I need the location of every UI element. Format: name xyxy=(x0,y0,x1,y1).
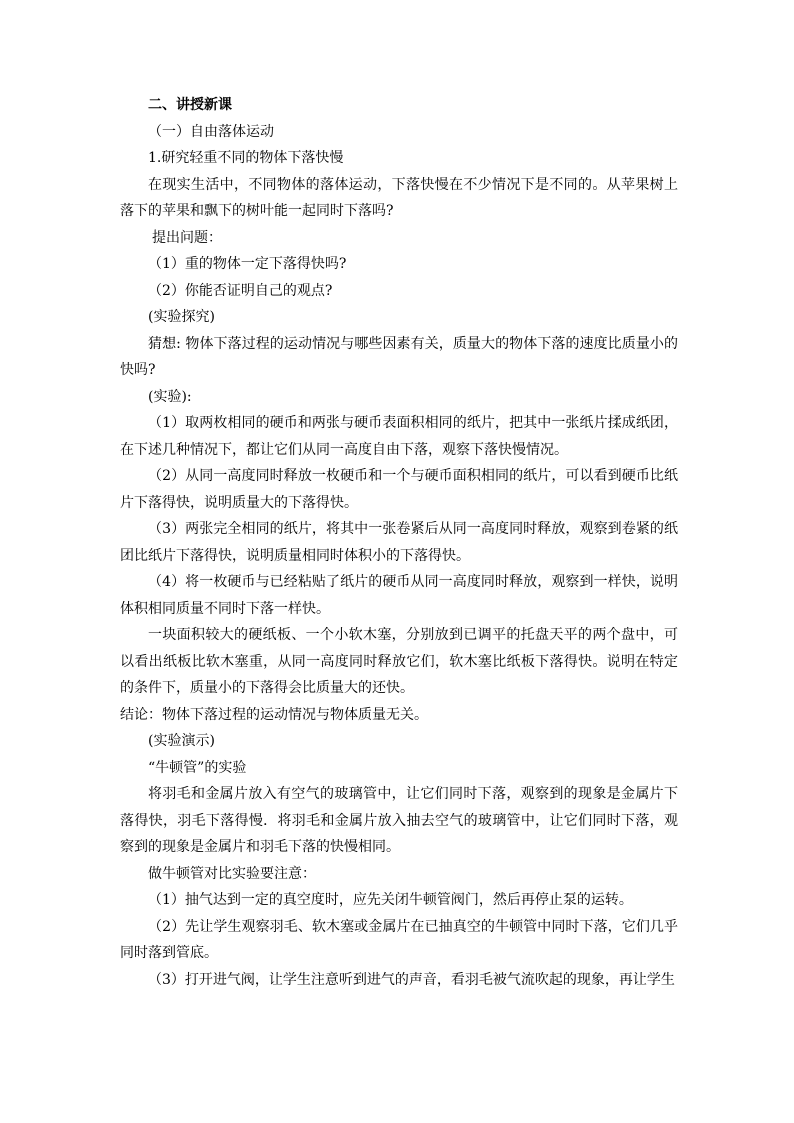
question-label: 提出问题： xyxy=(152,229,222,246)
topic-heading: 1.研究轻重不同的物体下落快慢 xyxy=(148,150,344,166)
section-heading: 二、讲授新课 xyxy=(148,97,232,113)
newton-tube-paragraph: 将羽毛和金属片放入有空气的玻璃管中，让它们同时下落，观察到的现象是金属片下落得快，羽毛下落得慢．将羽毛和金属片放入抽去空气的玻璃管中，让它们同时下落，观察到的现象是金属片和羽毛下落的快慢相同。 xyxy=(120,786,678,855)
experiment-item-1: （1）取两枚相同的硬币和两张与硬币表面积相同的纸片，把其中一张纸片揉成纸团，在下述几种情况下，都让它们从同一高度自由下落，观察下落快慢情况。 xyxy=(120,415,678,458)
conclusion-paragraph: 结论：物体下落过程的运动情况与物体质量无关。 xyxy=(120,706,428,723)
note-item-1: （1）抽气达到一定的真空度时，应先关闭牛顿管阀门，然后再停止泵的运转。 xyxy=(148,892,633,908)
note-item-3: （3）打开进气阀，让学生注意听到进气的声音，看羽毛被气流吹起的现象，再让学生 xyxy=(148,971,675,988)
experiment-item-3: （3）两张完全相同的纸片，将其中一张卷紧后从同一高度同时释放，观察到卷紧的纸团比纸片下落得快，说明质量相同时体积小的下落得快。 xyxy=(120,521,678,564)
hypothesis-paragraph: 猜想: 物体下落过程的运动情况与哪些因素有关，质量大的物体下落的速度比质量小的快吗? xyxy=(120,335,678,378)
demo-label: (实验演示) xyxy=(148,733,215,749)
explore-label: (实验探究) xyxy=(148,309,215,325)
intro-paragraph: 在现实生活中，不同物体的落体运动，下落快慢在不少情况下是不同的。从苹果树上落下的苹果和飘下的树叶能一起同时下落吗? xyxy=(120,176,678,219)
question-item-2: （2）你能否证明自己的观点? xyxy=(148,282,333,299)
experiment-label: (实验): xyxy=(148,388,192,405)
notes-label: 做牛顿管对比实验要注意： xyxy=(148,865,316,882)
newton-tube-title: “牛顿管”的实验 xyxy=(148,759,247,776)
document-body xyxy=(120,92,678,993)
question-item-1: （1）重的物体一定下落得快吗? xyxy=(148,256,347,272)
experiment-item-2: （2）从同一高度同时释放一枚硬币和一个与硬币面积相同的纸片，可以看到硬币比纸片下落得快，说明质量大的下落得快。 xyxy=(120,468,678,511)
note-item-2: （2）先让学生观察羽毛、软木塞或金属片在已抽真空的牛顿管中同时下落，它们几乎同时落到管底。 xyxy=(120,918,678,961)
experiment-item-4: （4）将一枚硬币与已经粘贴了纸片的硬币从同一高度同时释放，观察到一样快，说明体积相同质量不同时下落一样快。 xyxy=(120,574,678,617)
board-experiment-paragraph: 一块面积较大的硬纸板、一个小软木塞，分别放到已调平的托盘天平的两个盘中，可以看出纸板比软木塞重，从同一高度同时释放它们，软木塞比纸板下落得快。说明在特定的条件下，质量小的下落得会比质量大的还快。 xyxy=(120,627,678,696)
subsection-heading: （一）自由落体运动 xyxy=(148,123,274,140)
